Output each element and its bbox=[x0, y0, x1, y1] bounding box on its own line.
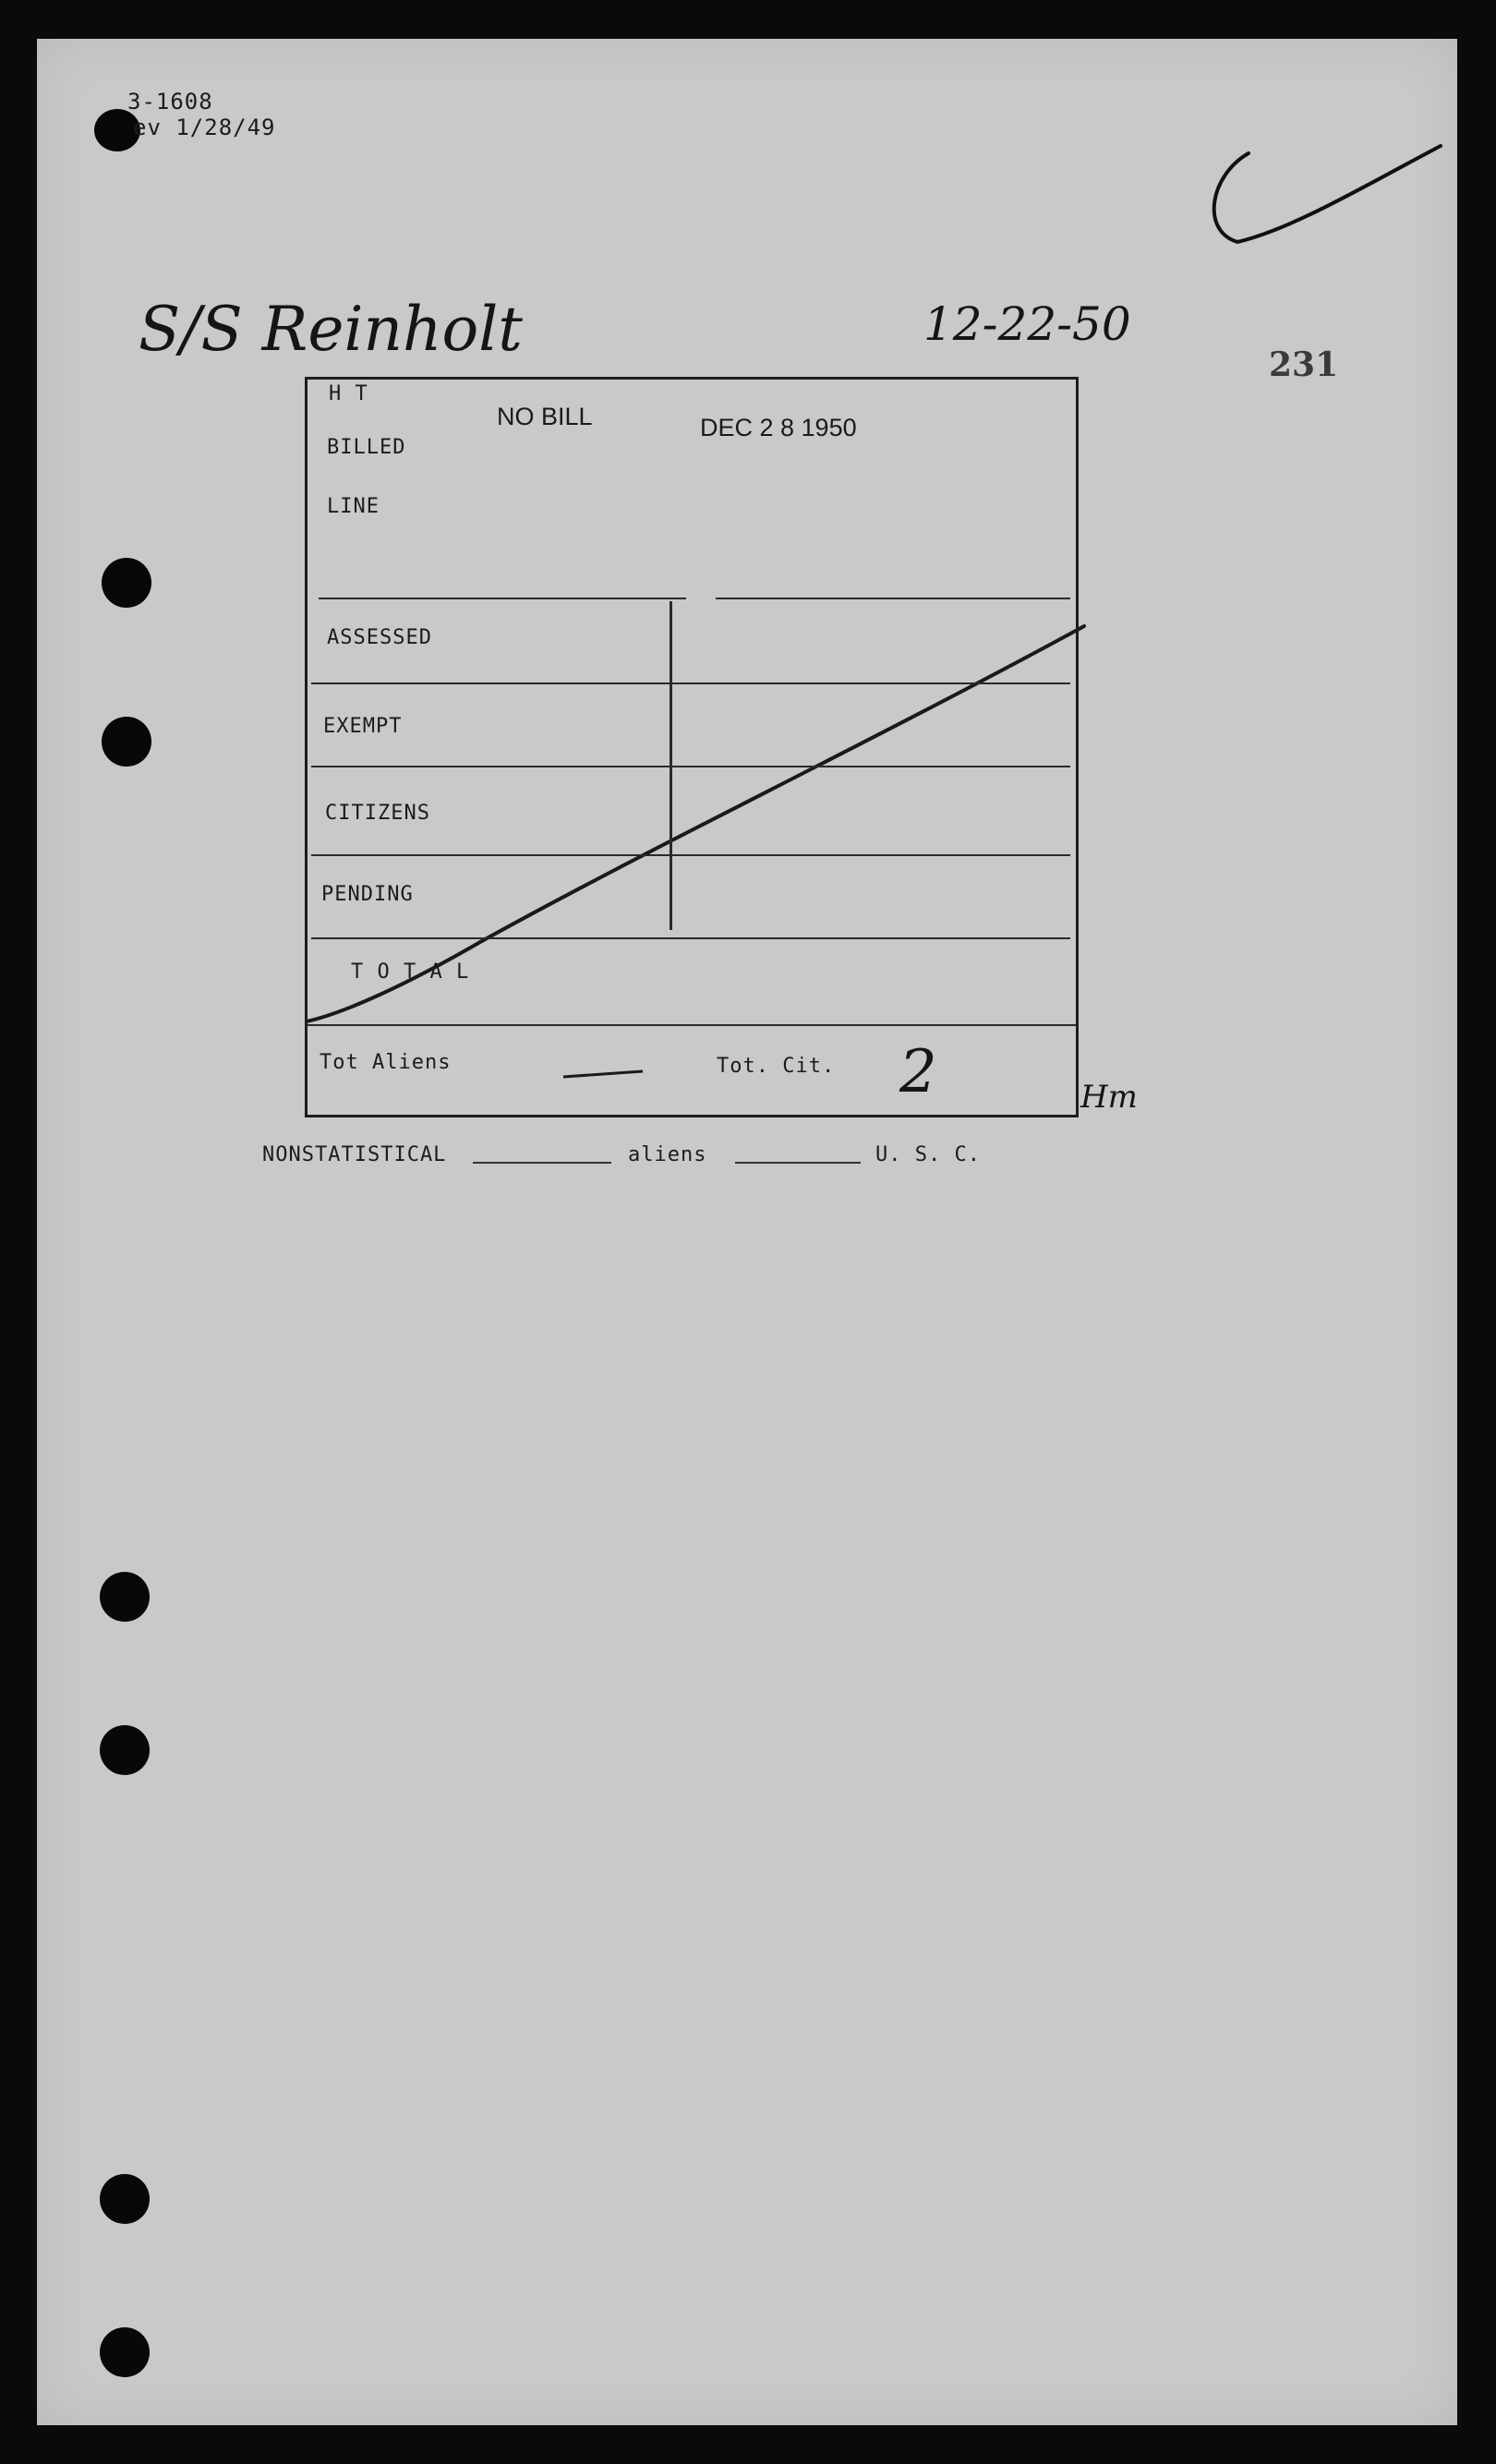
form-revision: ev 1/28/49 bbox=[133, 115, 276, 140]
date-stamp: DEC 2 8 1950 bbox=[700, 414, 857, 441]
aliens-blank bbox=[735, 1162, 861, 1164]
handwritten-date: 12-22-50 bbox=[923, 297, 1131, 351]
vessel-name: S/S Reinholt bbox=[139, 294, 523, 365]
label-ht: H T bbox=[329, 382, 368, 405]
tot-aliens-label: Tot Aliens bbox=[320, 1051, 452, 1074]
usc-label: U. S. C. bbox=[875, 1143, 981, 1166]
tot-cit-label: Tot. Cit. bbox=[717, 1055, 836, 1078]
label-billed: BILLED bbox=[327, 436, 406, 459]
form-number: 3-1608 bbox=[127, 89, 213, 115]
nonstatistical-blank bbox=[473, 1162, 611, 1164]
page-number: 231 bbox=[1269, 345, 1339, 384]
check-mark-icon bbox=[1214, 146, 1441, 242]
label-pending: PENDING bbox=[321, 883, 414, 906]
initials: Hm bbox=[1080, 1079, 1138, 1116]
tot-cit-value: 2 bbox=[899, 1038, 937, 1106]
tally-box bbox=[305, 377, 1079, 1117]
aliens-label: aliens bbox=[628, 1143, 707, 1166]
nonstatistical-label: NONSTATISTICAL bbox=[262, 1143, 447, 1166]
label-line: LINE bbox=[327, 495, 380, 518]
label-total: T O T A L bbox=[351, 960, 470, 984]
label-exempt: EXEMPT bbox=[323, 715, 403, 738]
no-bill-stamp: NO BILL bbox=[497, 403, 593, 430]
label-assessed: ASSESSED bbox=[327, 626, 432, 649]
label-citizens: CITIZENS bbox=[325, 802, 430, 825]
